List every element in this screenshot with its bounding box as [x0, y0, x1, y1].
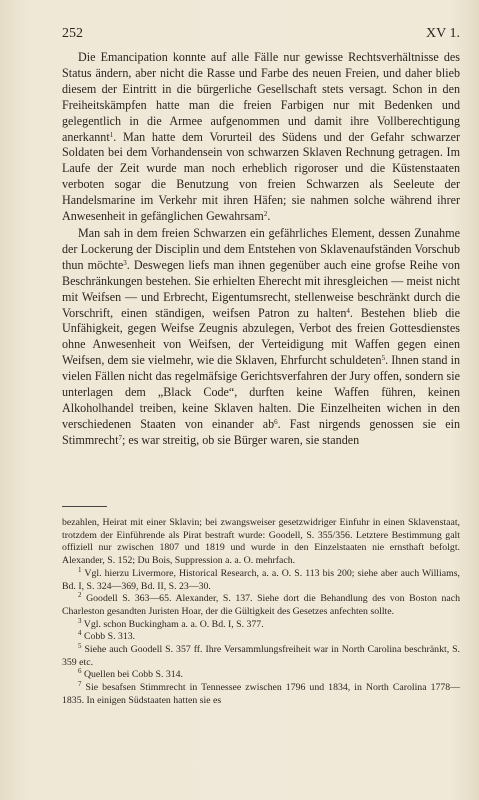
footnote-mark: 3	[78, 616, 82, 625]
footnote-mark: 6	[78, 667, 82, 676]
footnote	[62, 593, 460, 618]
text-run: . Man hatte dem Vorurteil des Südens und der Gefahr schwarzer Soldaten bei dem Vorhandensein von schwarzen Sklaven Rechnung getragen. Im Laufe der Zeit wurde man noch erheblich rigoroser und die Küstenstaaten verboten sogar die Benutzung von freien Schwarzen als Seeleute der Handelsmarine im Verkehr mit ihren Häfen; sie nahmen solche während ihrer Anwesenheit in gefänglichen Gewahrsam	[62, 129, 460, 224]
footnote-mark: 5	[78, 642, 82, 651]
main-text	[62, 50, 460, 449]
footnote-ref: 2	[263, 210, 268, 219]
text-run: . Bestehen blieb die Unfähigkeit, gegen Weifse Zeugnis abzulegen, Verbot des freien Gottesdienstes ohne Anwesenheit von Weifsen, der Verteidigung mit Waffen gegen einen Weifsen, dem sie vielmehr, wie die Sklaven, Ehrfurcht schuldeten	[62, 305, 460, 368]
footnote-continuation: bezahlen, Heirat mit einer Sklavin; bei zwangsweiser gesetzwidriger Einfuhr in einen Sklavenstaat, trotzdem der Einführende als Pirat bestraft wurde: Goodell, S. 355/356. Letztere Bestimmung galt offiziell nur zwischen 1807 und 1819 und wurde in den Einzelstaaten nie ernsthaft befolgt. Alexander, S. 152; Du Bois, Suppression a. a. O. mehrfach.	[62, 517, 460, 567]
footnote	[62, 565, 460, 593]
footnote-mark: 2	[78, 591, 82, 600]
text-run: .	[267, 209, 271, 224]
footnote-ref: 3	[123, 258, 127, 267]
footnote	[62, 682, 460, 707]
footnote-divider	[62, 506, 107, 507]
footnote-ref: 1	[109, 130, 114, 139]
text-run: . Fast nirgends genossen sie ein Stimmrecht	[62, 416, 460, 447]
text-run: Die Emancipation konnte auf alle Fälle nur gewisse Rechtsverhältnisse des Status ändern, aber nicht die Rasse und Farbe des neuen Freien, und daher blieb diesem der Eintritt in die bürgerliche Gesellschaft stets versagt. Schon in den Freiheitskämpfen hatte man die freien Farbigen nur mit Bedenken und gelegentlich in die Armee aufgenommen und damit ihre Vollberechtigung anerkannt	[62, 50, 460, 144]
footnote-text: Cobb S. 313.	[83, 631, 136, 643]
page-number: 252	[62, 26, 83, 41]
footnote	[62, 631, 460, 644]
footnote-text: Siehe auch Goodell S. 357 ff. Ihre Versammlungsfreiheit war in North Carolina beschränkt, S. 359 etc.	[62, 644, 460, 668]
footnote-text: Goodell S. 363—65. Alexander, S. 137. Siehe dort die Behandlung des von Boston nach Charleston gesandten Juristen Hoar, der die Gültigkeit des Gesetzes anfechten sollte.	[62, 593, 460, 617]
paragraph	[62, 50, 460, 225]
section-label: XV 1.	[426, 26, 460, 41]
footnote-ref: 4	[346, 306, 350, 315]
paragraph	[62, 226, 460, 449]
footnote-text: Sie besafsen Stimmrecht in Tennessee zwischen 1796 und 1834, in North Carolina 1778—1835. In einigen Südstaaten hatten sie es	[62, 682, 460, 706]
footnotes	[62, 517, 460, 708]
footnote-text: Vgl. hierzu Livermore, Historical Research, a. a. O. S. 113 bis 200; siehe aber auch Williams, Bd. I, S. 324—369, Bd. II, S. 23—30.	[62, 567, 460, 592]
footnote-ref: 7	[118, 433, 122, 442]
footnote-text: Quellen bei Cobb S. 314.	[83, 669, 184, 681]
footnote-mark: 7	[78, 680, 82, 689]
text-run: . Deswegen liefs man ihnen gegenüber auch eine grofse Reihe von Beschränkungen bestehen. Sie erhielten Eherecht mit ihresgleichen — meist nicht mit Weifsen — und Erbrecht, Eigentumsrecht, stellenweise beschränkt durch die Vorschrift, einen ständigen, weifsen Patron zu halten	[62, 257, 460, 320]
footnote-ref: 5	[381, 354, 386, 363]
footnote	[62, 669, 460, 682]
text-run: . Ihnen stand in vielen Fällen nicht das regelmäfsige Gerichtsverfahren der Jury offen, sondern sie unterlagen dem „Black Code“, durften keine Waffen führen, keinen Alkoholhandel treiben, keine Sklaven halten. Die Einzelheiten wichen in den verschiedenen Staaten von einander ab	[62, 353, 460, 431]
footnote-mark: 4	[78, 629, 82, 638]
footnote	[62, 616, 460, 632]
footnote-ref: 6	[274, 417, 278, 426]
footnote-text: Vgl. schon Buckingham a. a. O. Bd. I, S. 377.	[83, 618, 264, 630]
text-run: Man sah in dem freien Schwarzen ein gefährliches Element, dessen Zunahme der Lockerung der Disciplin und dem Entstehen von Sklavenaufständen Vorschub thun möchte	[62, 225, 460, 272]
running-header	[62, 26, 460, 44]
footnote-mark: 1	[78, 565, 82, 574]
text-run: ; es war streitig, ob sie Bürger waren, sie standen	[121, 432, 360, 447]
footnote	[62, 644, 460, 669]
